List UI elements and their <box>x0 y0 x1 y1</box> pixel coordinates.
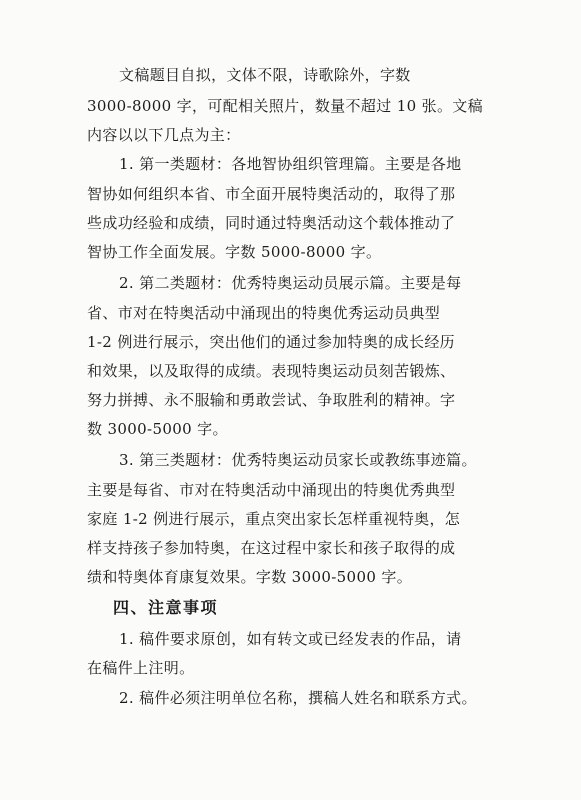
item-2-line-5: 努力拼搏、永不服输和勇敢尝试、争取胜利的精神。字 <box>87 391 456 409</box>
item-1-line-1: 1. 第一类题材：各地智协组织管理篇。主要是各地 <box>119 155 462 173</box>
item-2-line-4: 和效果，以及取得的成绩。表现特奥运动员刻苦锻炼、 <box>87 362 456 380</box>
note-1-line-2: 在稿件上注明。 <box>87 659 195 677</box>
intro-line-1: 文稿题目自拟，文体不限，诗歌除外，字数 <box>119 66 411 84</box>
note-2-line-1: 2. 稿件必须注明单位名称，撰稿人姓名和联系方式。 <box>119 689 477 707</box>
section-heading: 四、注意事项 <box>113 598 219 617</box>
item-3-line-4: 样支持孩子参加特奥，在这过程中家长和孩子取得的成 <box>87 539 456 557</box>
item-3-line-3: 家庭 1-2 例进行展示，重点突出家长怎样重视特奥，怎 <box>87 510 461 528</box>
item-1-line-3: 些成功经验和成绩，同时通过特奥活动这个载体推动了 <box>87 214 456 232</box>
item-2-line-1: 2. 第二类题材：优秀特奥运动员展示篇。主要是每 <box>119 274 462 292</box>
intro-line-2: 3000-8000 字，可配相关照片，数量不超过 10 张。文稿 <box>87 97 484 115</box>
item-2-line-6: 数 3000-5000 字。 <box>87 420 228 438</box>
item-3-line-1: 3. 第三类题材：优秀特奥运动员家长或教练事迹篇。 <box>119 451 477 469</box>
item-1-line-4: 智协工作全面发展。字数 5000-8000 字。 <box>87 243 382 261</box>
item-2-line-2: 省、市对在特奥活动中涌现出的特奥优秀运动员典型 <box>87 304 441 322</box>
item-3-line-2: 主要是每省、市对在特奥活动中涌现出的特奥优秀典型 <box>87 481 456 499</box>
note-1-line-1: 1. 稿件要求原创，如有转文或已经发表的作品，请 <box>119 630 462 648</box>
item-3-line-5: 绩和特奥体育康复效果。字数 3000-5000 字。 <box>87 568 413 586</box>
intro-line-3: 内容以以下几点为主： <box>87 126 241 144</box>
item-1-line-2: 智协如何组织本省、市全面开展特奥活动的，取得了那 <box>87 185 456 203</box>
item-2-line-3: 1-2 例进行展示，突出他们的通过参加特奥的成长经历 <box>87 333 456 351</box>
